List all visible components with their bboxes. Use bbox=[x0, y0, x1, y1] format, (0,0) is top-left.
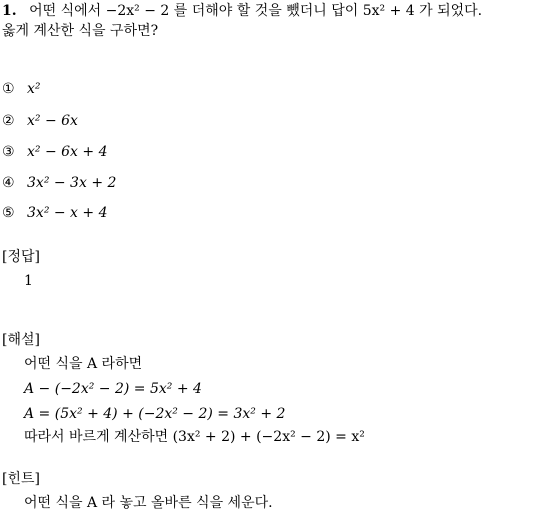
explanation-line-4: 따라서 바르게 계산하면 (3x² + 2) + (−2x² − 2) = x² bbox=[24, 429, 365, 445]
question-number: 1. bbox=[2, 3, 17, 19]
choice-4-expr: 3x² − 3x + 2 bbox=[27, 175, 117, 191]
question-line-2 bbox=[2, 22, 158, 40]
hint-label: [힌트] bbox=[2, 471, 40, 487]
explanation-line-2: A − (−2x² − 2) = 5x² + 4 bbox=[24, 381, 202, 397]
choice-4[interactable] bbox=[2, 174, 116, 192]
choice-1[interactable] bbox=[2, 80, 41, 98]
question-text-2: 옳게 계산한 식을 구하면? bbox=[2, 23, 159, 39]
choice-2-expr: x² − 6x bbox=[27, 113, 78, 129]
choice-3[interactable] bbox=[2, 143, 108, 161]
explanation-label: [해설] bbox=[2, 332, 40, 348]
question-text-1: 어떤 식에서 −2x² − 2 를 더해야 할 것을 뺐더니 답이 5x² + 4 가 되었다. bbox=[29, 3, 483, 19]
choice-1-expr: x² bbox=[27, 81, 41, 97]
choice-5[interactable] bbox=[2, 204, 108, 222]
choice-4-marker: ④ bbox=[2, 175, 15, 191]
choice-5-marker: ⑤ bbox=[2, 205, 15, 221]
choice-5-expr: 3x² − x + 4 bbox=[27, 205, 108, 221]
explanation-line-1: 어떤 식을 A 라하면 bbox=[24, 356, 143, 372]
choice-2-marker: ② bbox=[2, 113, 15, 129]
answer-label: [정답] bbox=[2, 249, 40, 265]
choice-1-marker: ① bbox=[2, 81, 15, 97]
answer-value: 1 bbox=[24, 273, 33, 289]
hint-text: 어떤 식을 A 라 놓고 올바른 식을 세운다. bbox=[24, 495, 273, 511]
choice-3-expr: x² − 6x + 4 bbox=[27, 144, 108, 160]
explanation-line-3: A = (5x² + 4) + (−2x² − 2) = 3x² + 2 bbox=[24, 406, 286, 422]
question-line-1 bbox=[2, 2, 482, 20]
choice-2[interactable] bbox=[2, 112, 78, 130]
choice-3-marker: ③ bbox=[2, 144, 15, 160]
